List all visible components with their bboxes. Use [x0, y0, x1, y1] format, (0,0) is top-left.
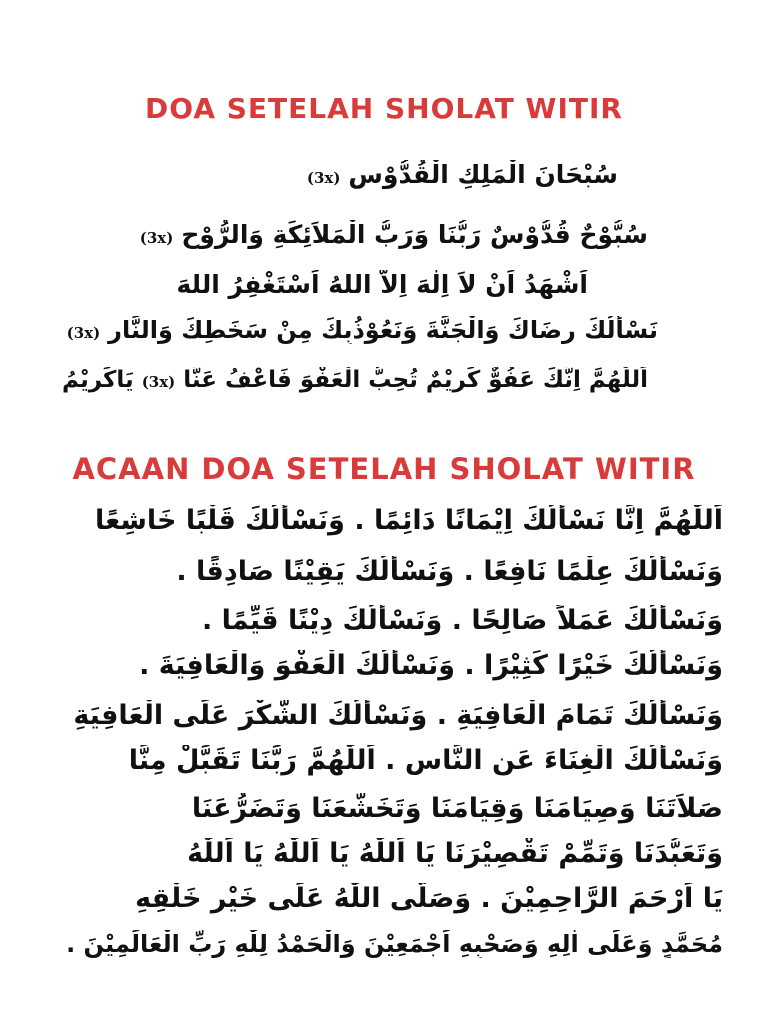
section-2-title: ACAAN DOA SETELAH SHOLAT WITIR: [72, 452, 696, 486]
dzikir-line-2: [132, 220, 648, 249]
prayer-line-8: وَتَعَبُّدَنَا وَتَمِّمْ تَقْصِيْرَنَا يَا اَللّٰهُ يَا اَللّٰهُ يَا اَللّٰهُ: [187, 838, 723, 869]
prayer-line-5: وَنَسْأَلُكَ تَمَامَ الْعَافِيَةِ . وَنَسْأَلُكَ الشُّكْرَ عَلَى الْعَافِيَةِ: [73, 700, 723, 731]
dzikir-line-3-text: اَشْهَدُ اَنْ لاَ اِلٰهَ اِلاَّ اللهُ اَسْتَغْفِرُ اللهَ: [176, 270, 588, 299]
dzikir-line-5-text: اَللّٰهُمَّ اِنَّكَ عَفُوٌّ كَرِيْمٌ تُحِبُّ الْعَفْوَ فَاعْفُ عَنَّا: [183, 367, 648, 393]
prayer-line-10: مُحَمَّدٍ وَعَلَى اٰلِهِ وَصَحْبِهِ اَجْمَعِيْنَ وَالْحَمْدُ لِلّٰهِ رَبِّ الْعَالَمِيْنَ .: [66, 930, 723, 958]
prayer-line-7: صَلاَتَنَا وَصِيَامَنَا وَقِيَامَنَا وَتَخَشُّعَنَا وَتَضَرُّعَنَا: [191, 793, 723, 824]
dzikir-line-4-count: (3x): [66, 324, 101, 342]
dzikir-line-5-suffix: يَاكَرِيْمُ: [62, 367, 134, 393]
dzikir-line-4: [59, 316, 658, 344]
dzikir-line-1: [299, 160, 618, 189]
prayer-line-6: وَنَسْأَلُكَ الْغِنَاءَ عَنِ النَّاسِ . اَللّٰهُمَّ رَبَّنَا تَقَبَّلْ مِنَّا: [128, 745, 723, 776]
prayer-line-3: وَنَسْأَلُكَ عَمَلاً صَالِحًا . وَنَسْأَلُكَ دِيْنًا قَيِّمًا .: [201, 605, 723, 636]
prayer-line-2: وَنَسْأَلُكَ عِلْمًا نَافِعًا . وَنَسْأَلُكَ يَقِيْنًا صَادِقًا .: [176, 556, 723, 587]
dzikir-line-1-text: سُبْحَانَ الْمَلِكِ الْقُدُّوْسِ: [348, 160, 618, 189]
dzikir-line-5-count: (3x): [141, 373, 176, 391]
prayer-line-9: يَا اَرْحَمَ الرَّاحِمِيْنَ . وَصَلَّى اللّٰهُ عَلَى خَيْرِ خَلْقِهِ: [135, 883, 723, 914]
dzikir-line-2-count: (3x): [139, 229, 174, 247]
dzikir-line-5: [62, 367, 648, 393]
dzikir-line-1-count: (3x): [306, 169, 341, 187]
dzikir-line-4-text: نَسْأَلُكَ رِضَاكَ وَالْجَنَّةَ وَنَعُوْذُبِكَ مِنْ سَخَطِكَ وَالنَّارِ: [108, 316, 658, 344]
dzikir-line-3: [176, 270, 588, 299]
prayer-line-1: اَللّٰهُمَّ اِنَّا نَسْأَلُكَ اِيْمَانًا دَائِمًا . وَنَسْأَلُكَ قَلْبًا خَاشِعًا: [94, 505, 723, 536]
prayer-line-4: وَنَسْأَلُكَ خَيْرًا كَثِيْرًا . وَنَسْأَلُكَ الْعَفْوَ وَالْعَافِيَةَ .: [139, 650, 723, 681]
dzikir-line-2-text: سُبُّوْحٌ قُدُّوْسٌ رَبُّنَا وَرَبُّ الْمَلاَئِكَةِ وَالرُّوْحِ: [181, 220, 648, 249]
section-1-title: DOA SETELAH SHOLAT WITIR: [145, 92, 623, 125]
